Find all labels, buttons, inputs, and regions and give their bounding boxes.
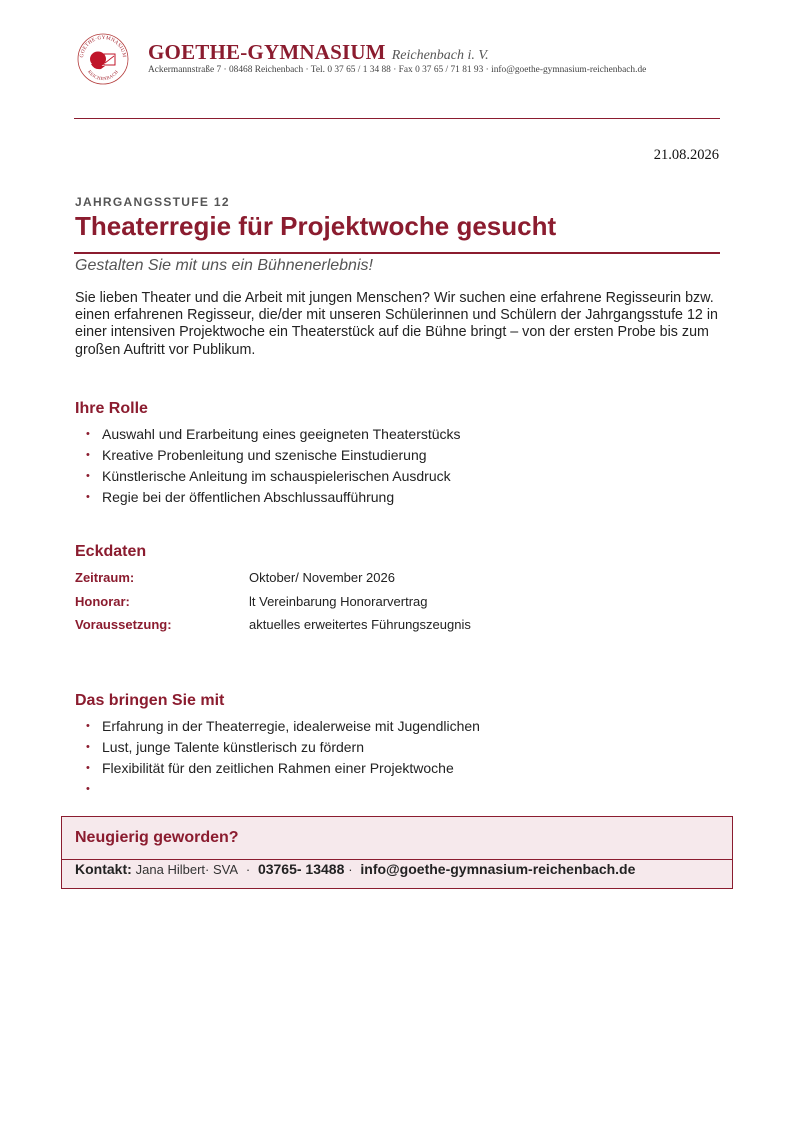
school-logo <box>76 32 130 86</box>
list-item-text: Künstlerische Anleitung im schauspielerischen Ausdruck <box>102 468 451 484</box>
document-date: 21.08.2026 <box>653 147 719 163</box>
school-address: Ackermannstraße 7 · 08468 Reichenbach · Tel. 0 37 65 / 1 34 88 · Fax 0 37 65 / 71 81 93 · info@goethe-gymnasium-reichenbach.de <box>148 65 647 75</box>
role-heading: Ihre Rolle <box>75 400 148 417</box>
contact-label: Kontakt: <box>75 861 132 877</box>
page-subtitle: Gestalten Sie mit uns ein Bühnenerlebnis! <box>75 257 373 274</box>
school-place: Reichenbach i. V. <box>391 48 489 63</box>
facts-table <box>75 570 715 641</box>
bullet-icon: • <box>86 470 90 482</box>
separator: · <box>245 862 251 877</box>
fact-value: Oktober/ November 2026 <box>249 570 395 585</box>
bullet-icon: • <box>86 783 90 795</box>
letterhead <box>76 32 720 92</box>
page-title: Theaterregie für Projektwoche gesucht <box>75 211 557 241</box>
contact-phone: 03765- 13488 <box>257 861 345 877</box>
requirements-list <box>75 716 715 800</box>
contact-heading: Neugierig geworden? <box>75 829 239 846</box>
list-item <box>75 716 715 737</box>
role-list <box>75 424 715 508</box>
list-item <box>75 424 715 445</box>
fact-label: Zeitraum: <box>75 570 135 585</box>
school-name <box>148 40 489 65</box>
fact-label: Voraussetzung: <box>75 617 172 632</box>
list-item-text: Auswahl und Erarbeitung eines geeigneten Theaterstücks <box>102 426 461 442</box>
contact-name: Jana Hilbert· SVA <box>135 862 239 877</box>
list-item <box>75 737 715 758</box>
list-item <box>75 445 715 466</box>
list-item <box>75 758 715 779</box>
fact-value: lt Vereinbarung Honorarvertrag <box>249 593 428 609</box>
list-item-text: Flexibilität für den zeitlichen Rahmen einer Projektwoche <box>102 760 454 776</box>
contact-email-link[interactable]: info@goethe-gymnasium-reichenbach.de <box>360 861 636 877</box>
logo-top-text: GOETHE·GYMNASIUM <box>78 34 128 59</box>
separator: · <box>348 862 353 877</box>
list-item-text: Erfahrung in der Theaterregie, idealerweise mit Jugendlichen <box>102 718 480 734</box>
fact-row <box>75 617 715 641</box>
bullet-icon: • <box>86 762 90 774</box>
facts-heading: Eckdaten <box>75 543 147 560</box>
contact-divider <box>62 859 732 860</box>
fact-row <box>75 570 715 594</box>
list-item-text: Regie bei der öffentlichen Abschlussaufführung <box>102 489 395 505</box>
contact-box <box>61 816 733 889</box>
bullet-icon: • <box>86 449 90 461</box>
fact-value: aktuelles erweitertes Führungszeugnis <box>249 617 471 632</box>
letterhead-divider <box>74 118 720 119</box>
requirements-heading: Das bringen Sie mit <box>75 692 225 709</box>
eyebrow-label: JAHRGANGSSTUFE 12 <box>75 195 230 209</box>
contact-line <box>75 861 635 877</box>
fact-row <box>75 594 715 618</box>
list-item <box>75 779 715 800</box>
intro-paragraph: Sie lieben Theater und die Arbeit mit jungen Menschen? Wir suchen eine erfahrene Regisseurin bzw. einen erfahrenen Regisseur, die/der mit unseren Schülerinnen und Schülern der Jahrgangsstufe 12 in einer intensiven Projektwoche ein Theaterstück auf die Bühne bringt – von der ersten Probe bis zum großen Auftritt vor Publikum. <box>75 290 718 358</box>
list-item <box>75 487 715 508</box>
list-item <box>75 466 715 487</box>
bullet-icon: • <box>86 720 90 732</box>
title-divider <box>74 252 720 254</box>
logo-bottom-text: REICHENBACH <box>86 69 120 82</box>
list-item-text: Lust, junge Talente künstlerisch zu fördern <box>102 739 365 755</box>
bullet-icon: • <box>86 491 90 503</box>
list-item-text: Kreative Probenleitung und szenische Einstudierung <box>102 447 427 463</box>
bullet-icon: • <box>86 741 90 753</box>
fact-label: Honorar: <box>75 593 130 609</box>
bullet-icon: • <box>86 428 90 440</box>
school-name-text: GOETHE-GYMNASIUM <box>148 40 386 64</box>
